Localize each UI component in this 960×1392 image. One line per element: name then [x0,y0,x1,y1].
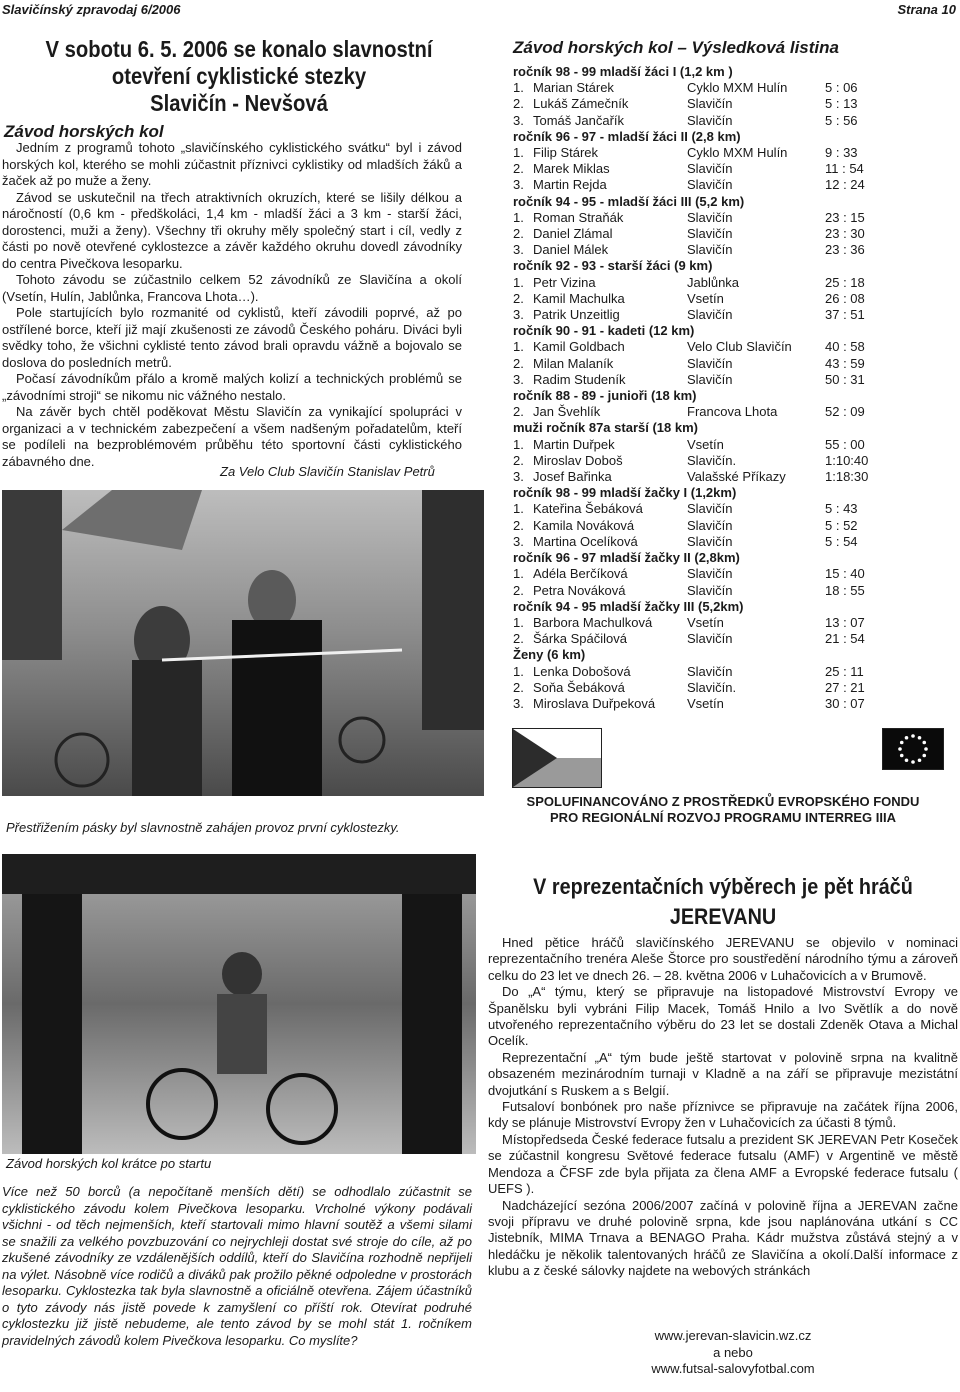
result-row [513,437,913,453]
result-position: 2. [513,517,524,533]
jerevan-body [488,935,958,1280]
result-position: 1. [513,436,524,452]
category-heading: ročník 94 - 95 mladší žačky III (5,2km) [513,598,744,614]
eu-star [918,758,922,762]
photo-caption: Přestřižením pásky byl slavnostně zahájen provoz první cyklostezky. [6,820,400,835]
ribbon-cutting-photo [2,490,484,796]
result-club: Slavičín [687,307,733,323]
result-time: 5 : 43 [825,501,858,517]
result-row [513,177,913,193]
result-time: 12 : 24 [825,177,865,193]
result-position: 2. [513,631,524,647]
result-time: 5 : 06 [825,80,858,96]
result-name: Tomáš Jančařík [533,112,625,128]
paragraph: Do „A“ týmu, který se připravuje na listopadové Mistrovství Evropy ve Španělsku byli vybráni Filip Macek, Tomáš Hnilo a Ivo Světlík a do nově utvořeného reprezentačního výběru do 23 let se dostali Zdeněk Otava a Michal Ocelík. [488,984,958,1049]
result-time: 21 : 54 [825,631,865,647]
result-position: 1. [513,614,524,630]
result-club: Slavičín [687,177,733,193]
paragraph: Reprezentační „A“ tým bude ještě startovat v polovině srpna na kvalitně obsazeném mezinárodním turnaji v Kladně a na září se připravuje mezistátní dvojutkání s Ruskem a s Belgií. [488,1049,958,1098]
result-time: 55 : 00 [825,436,865,452]
result-time: 26 : 08 [825,290,865,306]
result-row [513,631,913,647]
result-row [513,583,913,599]
category-heading: ročník 96 - 97 - mladší žáci II (2,8 km) [513,128,741,144]
result-club: Slavičín [687,96,733,112]
category-heading: ročník 90 - 91 - kadeti (12 km) [513,323,695,339]
result-club: Vsetín [687,436,724,452]
result-club: Slavičín [687,355,733,371]
result-name: Martin Duřpek [533,436,615,452]
result-time: 1:18:30 [825,469,869,485]
category-heading: ročník 88 - 89 - junioři (18 km) [513,388,697,404]
result-position: 3. [513,242,524,258]
result-time: 50 : 31 [825,371,865,387]
eu-flag-icon [882,728,944,770]
result-position: 3. [513,533,524,549]
result-row [513,356,913,372]
photo-placeholder [2,854,476,1154]
result-position: 1. [513,501,524,517]
eu-star [905,758,909,762]
category-heading: ročník 94 - 95 - mladší žáci III (5,2 km) [513,193,745,209]
result-position: 1. [513,566,524,582]
result-row [513,339,913,355]
result-club: Slavičín [687,631,733,647]
result-time: 30 : 07 [825,695,865,711]
result-row [513,404,913,420]
newsletter-title: Slavičínský zpravodaj 6/2006 [2,2,181,17]
result-position: 1. [513,663,524,679]
result-club: Slavičín [687,161,733,177]
result-row [513,534,913,550]
result-name: Marian Stárek [533,80,614,96]
page-number: Strana 10 [897,2,956,17]
result-row [513,680,913,696]
result-name: Lukáš Zámečník [533,96,629,112]
result-name: Kamila Nováková [533,517,635,533]
results-list [513,64,913,712]
result-name: Jan Švehlík [533,404,601,420]
web-links [488,1328,960,1378]
result-position: 1. [513,209,524,225]
article-body [2,140,462,470]
result-name: Martin Rejda [533,177,607,193]
photo-placeholder [2,490,484,796]
result-club: Vsetín [687,290,724,306]
result-row [513,242,913,258]
result-time: 25 : 11 [825,663,864,679]
result-club: Francova Lhota [687,404,778,420]
result-time: 52 : 09 [825,404,865,420]
result-position: 3. [513,371,524,387]
result-row [513,80,913,96]
title-line: V reprezentačních výběrech je pět hráčů [533,874,913,899]
result-row [513,161,913,177]
link-separator: a nebo [713,1344,753,1360]
eu-star [924,747,928,751]
result-club: Slavičín [687,533,733,549]
result-row [513,307,913,323]
eu-star [898,747,902,751]
result-row [513,469,913,485]
result-row [513,696,913,712]
result-club: Slavičín [687,663,733,679]
eu-star [911,734,915,738]
result-time: 5 : 54 [825,533,858,549]
result-name: Daniel Málek [533,242,609,258]
result-name: Roman Straňák [533,209,624,225]
result-position: 2. [513,96,524,112]
result-position: 3. [513,695,524,711]
result-time: 18 : 55 [825,582,865,598]
result-name: Adéla Berčíková [533,566,628,582]
section-subtitle: Závod horských kol [4,122,164,141]
title-line: V sobotu 6. 5. 2006 se konalo slavnostní [45,36,433,62]
result-club: Slavičín. [687,679,737,695]
result-name: Kamil Machulka [533,290,625,306]
result-club: Valašské Příkazy [687,469,786,485]
result-position: 3. [513,469,524,485]
result-position: 2. [513,582,524,598]
result-time: 43 : 59 [825,355,865,371]
result-name: Milan Malaník [533,355,614,371]
result-time: 27 : 21 [825,679,865,695]
result-name: Miroslav Doboš [533,452,623,468]
result-time: 13 : 07 [825,614,865,630]
result-position: 1. [513,339,524,355]
result-position: 1. [513,80,524,96]
result-position: 2. [513,290,524,306]
eu-star [900,741,904,745]
result-club: Slavičín [687,582,733,598]
result-time: 1:10:40 [825,452,869,468]
result-row [513,372,913,388]
result-name: Filip Stárek [533,145,599,161]
eu-star [900,754,904,758]
result-club: Slavičín [687,371,733,387]
paragraph: Hned pětice hráčů slavičínského JEREVANU se objevilo v nominaci reprezentačního trenéra Aleše Štorce pro soustředění národního týmu a zároveň celku do 23 let ve dnech 26. – 28. května 2006 v Luhačovicích a v Brumově. [488,935,958,983]
result-position: 1. [513,145,524,161]
result-position: 2. [513,161,524,177]
result-name: Lenka Dobošová [533,663,631,679]
eu-star [918,736,922,740]
result-row [513,113,913,129]
result-row [513,210,913,226]
paragraph: Počasí závodníkům přálo a kromě malých kolizí a technických problémů se „závodními stroji“ se nikomu nic vážného nestalo. [2,371,462,403]
article-signature: Za Velo Club Slavičín Stanislav Petrů [220,464,435,479]
paragraph: Nadcházející sezóna 2006/2007 začíná v polovině října a JEREVAN začne svoji přípravu ve druhé polovině srpna, kde jsou naplánována utkání s CC Jistebník, MIMA Trnava a BENAGO Praha. Kádr mužstva zůstává stejný a v hledáčku je několik talentovaných hráčů ze Slavičína a okolí.Další informace z klubu a z české sálovky najdete na webových stránkách [488,1197,958,1279]
result-club: Slavičín [687,242,733,258]
result-name: Soňa Šebáková [533,679,625,695]
result-position: 2. [513,679,524,695]
race-start-photo [2,854,476,1154]
result-row [513,453,913,469]
result-time: 5 : 52 [825,517,858,533]
result-club: Slavičín [687,501,733,517]
category-heading: ročník 98 - 99 mladší žačky I (1,2km) [513,485,737,501]
paragraph: Místopředseda České federace futsalu a prezident SK JEREVAN Petr Koseček se zúčastnil kongresu Světové federace futsalu (AMF) v Argentině ve městě Mendoza a ČFSF zde byla přijata za člena AMF a Evropské federace futsalu ( UEFS ). [488,1131,958,1197]
result-position: 2. [513,226,524,242]
result-time: 23 : 30 [825,226,865,242]
result-club: Slavičín [687,226,733,242]
article-title [29,36,450,117]
result-club: Slavičín. [687,452,737,468]
category-heading: ročník 92 - 93 - starší žáci (9 km) [513,258,713,274]
category-heading: ročník 96 - 97 mladší žačky II (2,8km) [513,550,740,566]
eu-star [911,760,915,764]
result-club: Jablůnka [687,274,740,290]
result-name: Barbora Machulková [533,614,653,630]
result-time: 9 : 33 [825,145,858,161]
result-time: 37 : 51 [825,307,865,323]
result-time: 25 : 18 [825,274,865,290]
czech-flag-icon [512,728,602,788]
result-position: 1. [513,274,524,290]
result-position: 2. [513,355,524,371]
result-club: Cyklo MXM Hulín [687,145,788,161]
result-club: Vsetín [687,695,724,711]
result-name: Martina Ocelíková [533,533,638,549]
result-time: 15 : 40 [825,566,865,582]
eu-star [922,754,926,758]
paragraph: Na závěr bych chtěl poděkovat Městu Slavičín za vynikající spolupráci v organizaci a v technickém zabezpečení a všem nadšeným pořadatelům, kteří se podíleli na bezproblémovém průběhu této sportovní části cyklistického zábavného dne. [2,404,462,469]
jerevan-title [512,872,935,932]
result-row [513,566,913,582]
result-name: Kateřina Šebáková [533,501,643,517]
result-row [513,96,913,112]
eu-star [905,736,909,740]
title-line: JEREVANU [669,904,777,929]
result-position: 3. [513,177,524,193]
result-position: 3. [513,112,524,128]
website-link[interactable]: www.jerevan-slavicin.wz.cz [654,1328,812,1343]
result-name: Petra Nováková [533,582,626,598]
paragraph: Závod se uskutečnil na třech atraktivních okruzích, které se lišily délkou a náročností (0,6 km - předškoláci, 1,4 km - mladší žáci a 3 km - starší žáci, dorostenci, muži a ženy). Všechny tři okruhy měly společný start i cíl, vedly z části po nově otevřené cyklostezce a závěr každého okruhu dovedl závodníky do centra Pivečkova lesoparku. [2,189,462,271]
result-name: Kamil Goldbach [533,339,625,355]
result-time: 5 : 56 [825,112,858,128]
result-club: Vsetín [687,614,724,630]
result-time: 5 : 13 [825,96,858,112]
result-row [513,145,913,161]
website-link[interactable]: www.futsal-salovyfotbal.com [651,1361,815,1376]
result-name: Šárka Spáčilová [533,631,627,647]
result-row [513,226,913,242]
result-time: 11 : 54 [825,161,864,177]
result-row [513,615,913,631]
result-time: 40 : 58 [825,339,865,355]
result-club: Slavičín [687,517,733,533]
title-line: otevření cyklistické stezky [111,63,367,89]
eu-star [922,741,926,745]
result-club: Slavičín [687,566,733,582]
paragraph: Futsaloví bonbónek pro naše příznivce se připravuje na začátek října 2006, kdy se plánuje Mistrovství Evropy žen v Luhačovicích za účasti 8 týmů. [488,1099,958,1131]
result-name: Miroslava Duřpeková [533,695,656,711]
funding-note [488,794,958,826]
result-time: 23 : 36 [825,242,865,258]
result-row [513,501,913,517]
funding-line: SPOLUFINANCOVÁNO Z PROSTŘEDKŮ EVROPSKÉHO FONDU [526,794,920,809]
result-name: Patrik Unzeitlig [533,307,620,323]
paragraph: Pole startujících bylo rozmanité od cyklistů, kteří závodili poprvé, až po ostřílené borce, kteří již mají zkušenosti ze závodů Českého poháru. Diváci byli svědky toho, že všichni cyklisté tento závod brali opravdu vážně a bojovalo se doslova do posledních metrů. [2,305,462,370]
result-row [513,664,913,680]
result-time: 23 : 15 [825,209,865,225]
result-name: Petr Vizina [533,274,596,290]
result-position: 2. [513,452,524,468]
category-heading: muži ročník 87a starší (18 km) [513,420,698,436]
result-row [513,518,913,534]
result-club: Slavičín [687,209,733,225]
result-position: 3. [513,307,524,323]
results-title: Závod horských kol – Výsledková listina [513,38,839,57]
result-row [513,275,913,291]
paragraph: Tohoto závodu se zúčastnilo celkem 52 závodníků ze Slavičína a okolí (Vsetín, Hulín, Jablůnka, Francova Lhota…). [2,272,462,304]
paragraph: Jedním z programů tohoto „slavičínského cyklistického svátku“ byl i závod horských kol, kterého se mohli zúčastnit příznivci cyklistiky od mladších žáků a žaček až po muže a ženy. [2,140,462,188]
photo-caption: Závod horských kol krátce po startu [6,1156,212,1171]
result-name: Josef Bařinka [533,469,612,485]
result-name: Marek Miklas [533,161,610,177]
funding-line: PRO REGIONÁLNÍ ROZVOJ PROGRAMU INTERREG IIIA [550,810,896,825]
result-name: Radim Studeník [533,371,626,387]
result-row [513,291,913,307]
title-line: Slavičín - Nevšová [150,90,328,116]
italic-article: Více než 50 borců (a nepočítaně menších dětí) se odhodlalo zúčastnit se cyklistického závodu kolem Pivečkova lesoparku. Vrcholné výkony podávali všichni - od těch nejmenších, kteří startovali mimo hlavní soutěž a všemi silami se snažili za velkého povzbuzování co nejrychleji dostat své stroje do cíle, až po zkušené závodníky ze vzdálenějších oddílů, kteří do Slavičína rozhodně nepřijeli na výlet. Násobně více rodičů a diváků pak prožilo pěkné odpoledne v prostorách lesoparku. Cyklostezka tak byla slavnostně a oficiálně otevřena. Zájem účastníků o tyto závody nás jistě povede k zamyšlení co příští rok. Otevírat podruhé cyklostezku již jistě nebudeme, ale tento závod by se mohl stát 1. ročníkem pravidelných závodů kolem Pivečkova lesoparku. Co myslíte? [2,1184,472,1348]
result-club: Slavičín [687,112,733,128]
result-position: 2. [513,404,524,420]
category-heading: Ženy (6 km) [513,647,586,663]
result-club: Cyklo MXM Hulín [687,80,788,96]
result-club: Velo Club Slavičín [687,339,792,355]
category-heading: ročník 98 - 99 mladší žáci I (1,2 km ) [513,64,733,79]
result-name: Daniel Zlámal [533,226,613,242]
